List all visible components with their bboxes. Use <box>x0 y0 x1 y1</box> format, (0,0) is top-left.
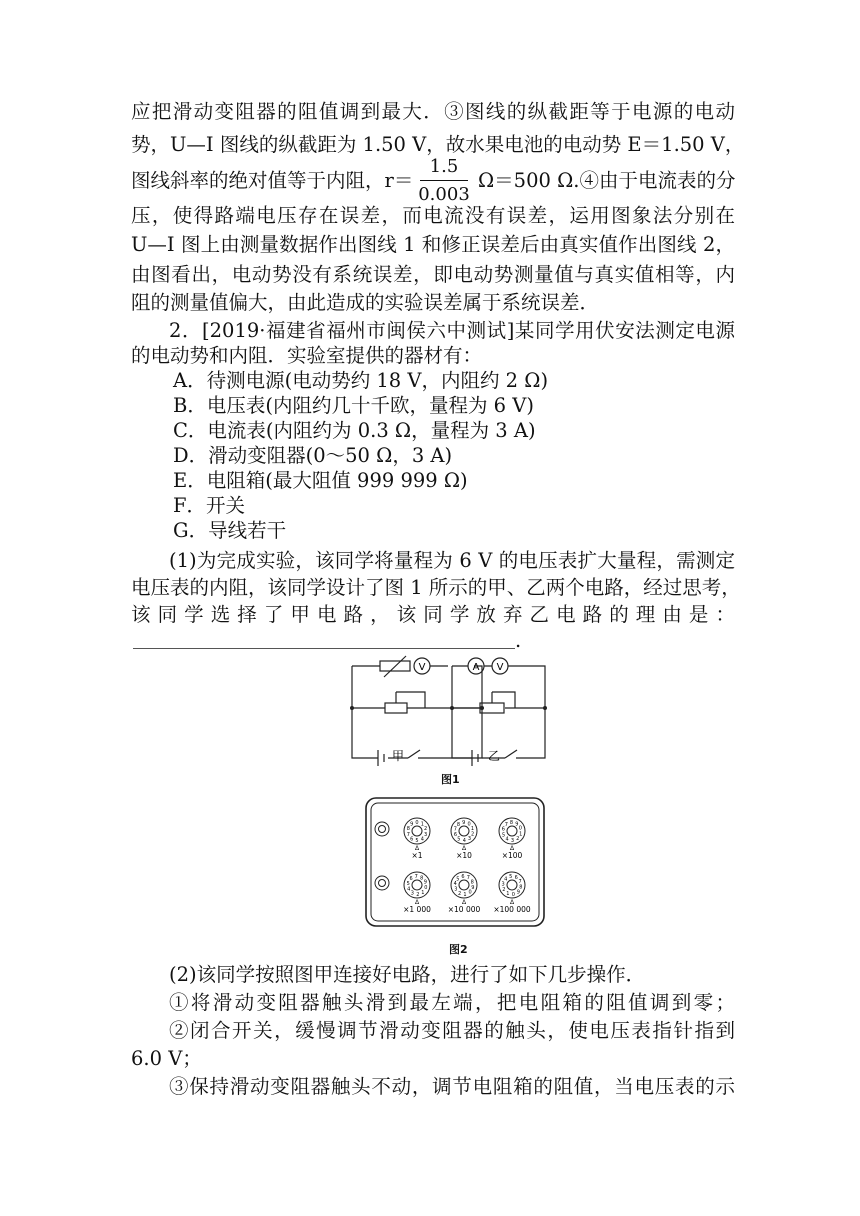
dial-pointer: Δ <box>509 845 515 852</box>
dial-digit: 2 <box>416 892 420 898</box>
dial-digit: 3 <box>424 831 428 838</box>
figure-2-caption: 图2 <box>449 943 468 956</box>
dial-digit: 0 <box>518 825 522 832</box>
fraction-bar <box>420 180 468 181</box>
dial-pointer: Δ <box>414 845 420 852</box>
dial-digit: 9 <box>423 879 427 886</box>
option-f: F．开关 <box>173 494 246 517</box>
dial-digit: 8 <box>470 879 474 886</box>
dial-digit: 7 <box>518 879 522 885</box>
dial-multiplier: ×100 000 <box>493 905 531 914</box>
dial-digit: 7 <box>414 874 418 880</box>
dial-digit: 2 <box>502 887 506 893</box>
switch-left <box>408 750 420 758</box>
dial-digit: 1 <box>470 826 475 832</box>
variable-arrow <box>384 656 406 677</box>
dial-digit: 0 <box>467 821 471 828</box>
option-b: B．电压表(内阻约几十千欧，量程为 6 V) <box>173 394 534 417</box>
option-e: E．电阻箱(最大阻值 999 999 Ω) <box>173 469 468 492</box>
dial-digit: 3 <box>501 881 505 888</box>
dial-digit: 5 <box>456 876 460 883</box>
dial-digit: 5 <box>457 836 461 843</box>
dial-digit: 6 <box>453 832 458 838</box>
dial-digit: 4 <box>462 838 466 844</box>
text-line: ①将滑动变阻器触头滑到最左端，把电阻箱的阻值调到零； <box>169 991 735 1014</box>
rheostat-symbol-left <box>385 703 407 713</box>
dial-digit: 8 <box>509 820 514 826</box>
dial-digit: 9 <box>516 889 520 896</box>
dial-digit: 7 <box>453 826 457 833</box>
dial-digit: 2 <box>471 831 475 838</box>
dial-digit: 0 <box>415 820 419 826</box>
dial-digit: 2 <box>516 836 520 842</box>
dial-digit: 3 <box>510 838 515 844</box>
dial-digit: 6 <box>410 836 414 843</box>
text-line: (1)为完成实验，该同学将量程为 6 V 的电压表扩大量程，需测定 <box>169 549 735 572</box>
dial-digit: 9 <box>462 820 466 826</box>
dial-digit: 9 <box>471 884 475 891</box>
dial-digit: 6 <box>409 876 413 883</box>
option-c: C．电流表(内阻约为 0.3 Ω，量程为 3 A) <box>173 419 536 442</box>
option-a: A．待测电源(电动势约 18 V，内阻约 2 Ω) <box>173 369 549 392</box>
dial-pointer: Δ <box>461 899 467 906</box>
dial-digit: 9 <box>515 821 519 828</box>
dial-digit: 9 <box>410 821 414 828</box>
text-line: U—I 图上由测量数据作出图线 1 和修正误差后由真实值作出图线 2， <box>131 233 735 256</box>
text-line: 由图看出，电动势没有系统误差，即电动势测量值与真实值相等，内 <box>131 263 735 286</box>
dial-digit: 4 <box>453 881 457 888</box>
dial-digit: 6 <box>501 826 505 833</box>
circuit-label-jia: 甲 <box>391 749 405 763</box>
figure-1-circuits <box>340 650 560 770</box>
text-line: ③保持滑动变阻器触头不动，调节电阻箱的阻值，当电压表的示 <box>169 1075 735 1098</box>
voltmeter-label-right: V <box>496 662 504 673</box>
dial-digit: 0 <box>511 891 515 898</box>
dial-digit: 1 <box>420 821 424 828</box>
dial-digit: 5 <box>502 832 506 839</box>
text-line: ②闭合开关，缓慢调节滑动变阻器的触头，使电压表指针指到 <box>169 1019 735 1042</box>
dial-digit: 8 <box>420 875 424 882</box>
dial-digit: 2 <box>458 890 462 897</box>
dial-digit: 4 <box>505 836 509 843</box>
dial-digit: 7 <box>504 822 508 828</box>
dial-digit: 6 <box>514 875 518 881</box>
dial-digit: 8 <box>519 884 523 891</box>
question-heading: 2．[2019·福建省福州市闽侯六中测试]某同学用伏安法测定电源 <box>169 319 735 342</box>
dial-digit: 8 <box>456 821 461 828</box>
dial-digit: 4 <box>420 836 424 843</box>
dial-multiplier: ×100 <box>501 851 523 860</box>
dial-pointer: Δ <box>461 845 467 852</box>
dial-digit: 5 <box>415 838 419 844</box>
ammeter-label: A <box>472 662 480 673</box>
circuit-label-yi: 乙 <box>487 749 501 763</box>
text-line: 图线斜率的绝对值等于内阻，r＝ <box>131 169 414 192</box>
option-g: G．导线若干 <box>173 519 287 542</box>
dial-digit: 1 <box>463 891 467 898</box>
dial-digit: 3 <box>467 836 472 843</box>
figure-1-caption: 图1 <box>441 773 460 786</box>
text-line: 电压表的内阻，该同学设计了图 1 所示的甲、乙两个电路，经过思考， <box>131 576 741 599</box>
dial-digit: 3 <box>454 886 458 893</box>
blank-period: . <box>515 629 522 652</box>
dial-multiplier: ×10 <box>456 851 472 860</box>
text-line: 势，U—I 图线的纵截距为 1.50 V，故水果电池的电动势 E＝1.50 V， <box>131 133 745 156</box>
text-line: 该 同 学 选 择 了 甲 电 路 ， 该 同 学 放 弃 乙 电 路 的 理 由 是 ： <box>131 603 735 626</box>
dial-digit: 8 <box>406 826 410 833</box>
dial-pointer: Δ <box>414 899 420 906</box>
fraction-denominator: 0.003 <box>418 184 470 205</box>
text-line: 阻的测量值偏大，由此造成的实验误差属于系统误差． <box>131 291 600 314</box>
dial-digit: 1 <box>506 891 510 897</box>
dial-digit: 4 <box>504 876 508 883</box>
text-line: Ω＝500 Ω.④由于电流表的分 <box>478 169 736 192</box>
voltmeter-label: V <box>418 662 426 673</box>
dial-multiplier: ×10 000 <box>447 905 481 914</box>
text-line: 应把滑动变阻器的阻值调到最大．③图线的纵截距等于电源的电动 <box>131 100 735 123</box>
dial-digit: 7 <box>406 831 410 838</box>
text-line: 压，使得路端电压存在误差，而电流没有误差，运用图象法分别在 <box>131 204 735 227</box>
answer-blank <box>133 648 515 649</box>
text-line: 的电动势和内阻．实验室提供的器材有： <box>131 344 483 367</box>
dial-digit: 4 <box>407 886 411 893</box>
dial-digit: 6 <box>461 874 465 881</box>
dial-digit: 5 <box>406 881 410 887</box>
dial-digit: 5 <box>509 874 513 881</box>
dial-digit: 0 <box>424 885 428 891</box>
fraction-numerator: 1.5 <box>429 156 459 177</box>
text-line: (2)该同学按照图甲连接好电路，进行了如下几步操作． <box>169 963 646 986</box>
dial-digit: 7 <box>466 875 470 882</box>
dial-digit: 3 <box>410 890 414 897</box>
dial-digit: 0 <box>468 889 472 896</box>
dial-pointer: Δ <box>509 899 515 906</box>
dial-digit: 2 <box>424 826 428 833</box>
option-d: D．滑动变阻器(0～50 Ω，3 A) <box>173 444 453 467</box>
dial-multiplier: ×1 <box>411 851 423 860</box>
dial-digit: 1 <box>421 889 425 896</box>
dial-multiplier: ×1 000 <box>403 905 431 914</box>
dial-digit: 1 <box>519 831 523 838</box>
figure-2-resistance-box <box>365 797 545 927</box>
text-line: 6.0 V； <box>131 1047 202 1070</box>
